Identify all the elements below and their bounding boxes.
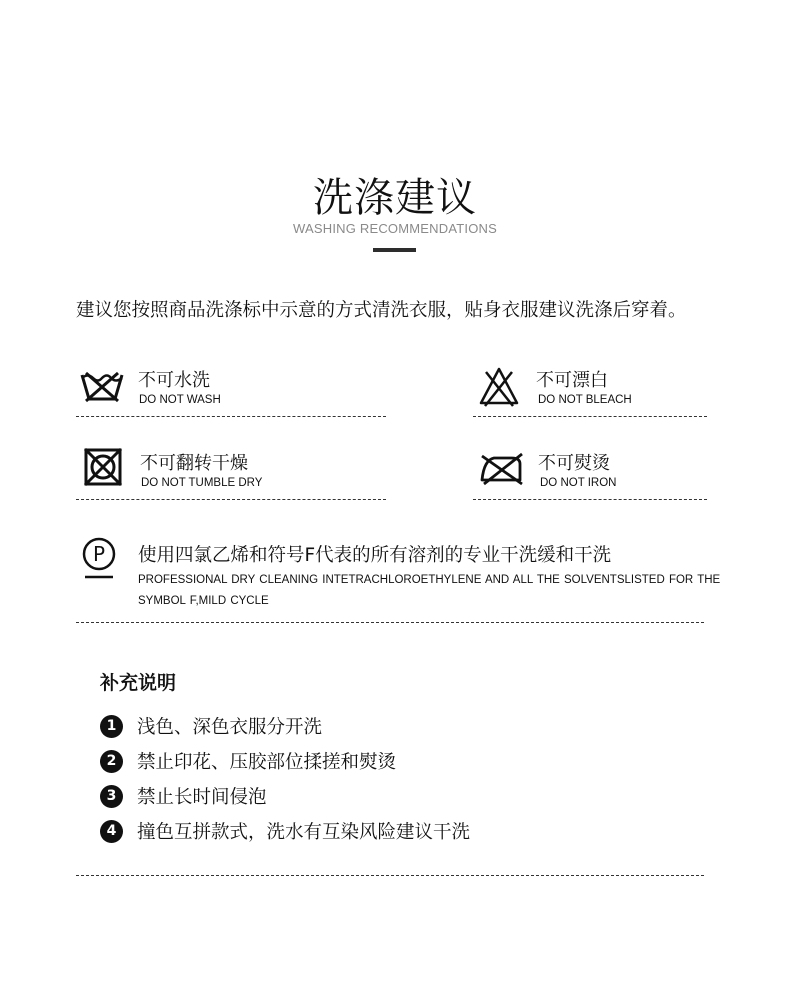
care-label-cn: 不可熨烫 — [538, 453, 610, 474]
divider — [473, 499, 707, 500]
list-item — [100, 748, 396, 774]
number-badge: 3 — [100, 785, 123, 808]
note-text: 浅色、深色衣服分开洗 — [137, 717, 323, 738]
supplement-title: 补充说明 — [100, 672, 177, 694]
divider — [76, 622, 704, 623]
note-text: 禁止印花、压胶部位揉搓和熨烫 — [137, 752, 397, 773]
list-item — [100, 783, 267, 809]
divider — [76, 499, 386, 500]
dry-clean-en-line2: SYMBOL F,MILD CYCLE — [138, 595, 269, 607]
page-subtitle: WASHING RECOMMENDATIONS — [293, 221, 497, 236]
title-underline — [373, 248, 416, 252]
page-title: 洗涤建议 — [313, 175, 477, 221]
no-wash-icon — [80, 369, 124, 405]
note-text: 撞色互拼款式，洗水有互染风险建议干洗 — [137, 822, 471, 843]
divider — [76, 875, 704, 876]
care-label-en: DO NOT BLEACH — [538, 394, 632, 406]
professional-dry-clean-icon — [80, 536, 118, 582]
care-label-cn: 不可水洗 — [138, 370, 210, 391]
list-item — [100, 713, 322, 739]
care-label-cn: 不可翻转干燥 — [140, 453, 248, 474]
number-badge: 1 — [100, 715, 123, 738]
no-tumble-dry-icon — [83, 447, 123, 487]
list-item — [100, 818, 470, 844]
no-iron-icon — [478, 450, 524, 486]
divider — [76, 416, 386, 417]
note-text: 禁止长时间侵泡 — [137, 787, 267, 808]
care-label-en: DO NOT WASH — [139, 394, 221, 406]
dry-clean-cn: 使用四氯乙烯和符号F代表的所有溶剂的专业干洗缓和干洗 — [138, 545, 612, 566]
dry-clean-en-line1: PROFESSIONAL DRY CLEANING INTETRACHLOROETHYLENE AND ALL THE SOLVENTSLISTED FOR THE — [138, 574, 721, 586]
no-bleach-icon — [478, 366, 520, 408]
dry-clean-letter: P — [92, 542, 106, 566]
number-badge: 2 — [100, 750, 123, 773]
care-label-cn: 不可漂白 — [536, 370, 608, 391]
intro-text: 建议您按照商品洗涤标中示意的方式清洗衣服，贴身衣服建议洗涤后穿着。 — [76, 300, 687, 321]
care-label-en: DO NOT TUMBLE DRY — [141, 477, 263, 489]
divider — [473, 416, 707, 417]
care-label-en: DO NOT IRON — [540, 477, 617, 489]
number-badge: 4 — [100, 820, 123, 843]
